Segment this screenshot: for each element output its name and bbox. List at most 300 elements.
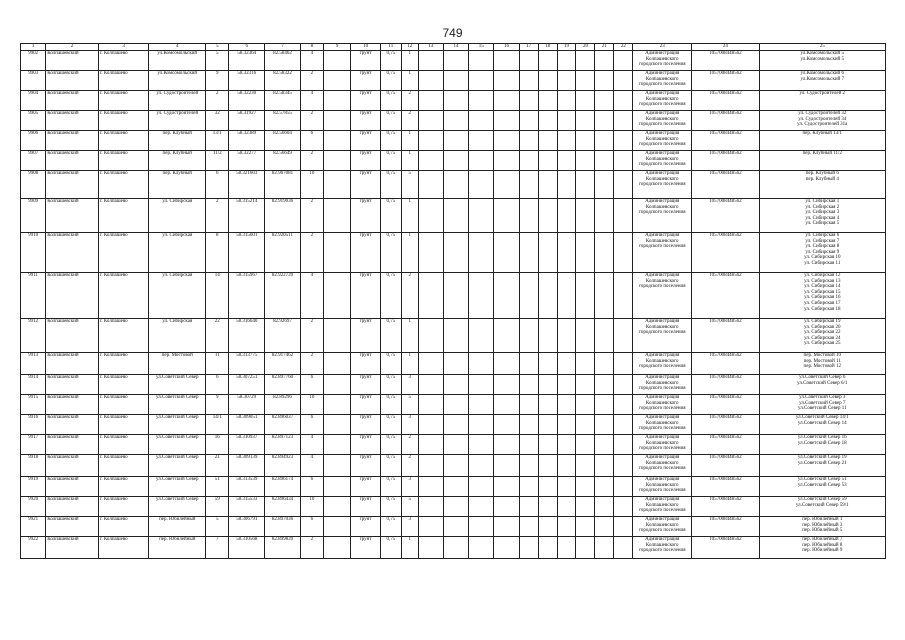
cell-empty (576, 111, 595, 131)
cell-col-1: 9906 (21, 131, 46, 151)
cell-col-1: 9909 (21, 199, 46, 233)
cell-empty (323, 477, 350, 497)
cell-empty (519, 131, 538, 151)
cell-col-1: 9922 (21, 537, 46, 559)
cell-empty (469, 455, 494, 477)
cell-col-7: 82.896037 (265, 415, 301, 435)
cell-empty (323, 517, 350, 537)
cell-col-2: Колпашевский (46, 395, 99, 415)
cell-col-6: 58.306791 (229, 517, 265, 537)
cell-col-12: 2 (401, 91, 418, 111)
cell-col-11: 0,75 (380, 91, 401, 111)
cell-empty (576, 71, 595, 91)
address-line: ул.Советский Север 6 (799, 375, 846, 380)
address-line: пер. Клубный 6 (805, 171, 839, 176)
address-line: ул.Комсомольский 5 (800, 51, 844, 56)
address-line: ул.Советский Север 51 (797, 477, 847, 482)
cell-empty (538, 497, 557, 517)
table-row (21, 395, 886, 415)
cell-empty (443, 477, 468, 497)
address-line: пер. Мостовой 10 (803, 353, 841, 358)
cell-col-3: г. Колпашево (98, 151, 149, 171)
table-row (21, 199, 886, 233)
cell-empty (538, 111, 557, 131)
cell-col-5: 16 (206, 435, 229, 455)
cell-empty (614, 353, 633, 375)
cell-empty (538, 71, 557, 91)
cell-col-2: Колпашевский (46, 375, 99, 395)
cell-empty (418, 171, 443, 199)
address-line: ул. Сибирская 19 (804, 319, 841, 324)
cell-col-7: 82.922739 (265, 273, 301, 319)
cell-col-4: ул.Советский Север (149, 455, 206, 477)
cell-col-12: 1 (401, 537, 418, 559)
page-number: 749 (442, 26, 463, 40)
address-line: ул. Сибирская 15 (804, 289, 841, 295)
cell-empty (323, 537, 350, 559)
cell-col-5: 11 (206, 353, 229, 375)
cell-col-7: 82.897760 (265, 375, 301, 395)
column-header: 3 (98, 44, 149, 51)
cell-col-12: 1 (401, 51, 418, 71)
cell-col-12: 1 (401, 199, 418, 233)
cell-col-8: 4 (300, 455, 323, 477)
cell-empty (519, 111, 538, 131)
address-line: ул.Советский Север 11 (797, 406, 847, 412)
cell-col-10: грунт (351, 151, 380, 171)
cell-empty (469, 517, 494, 537)
cell-col-6: 58.316640 (229, 319, 265, 353)
cell-col-11: 0,75 (380, 353, 401, 375)
cell-col-12: 5 (401, 171, 418, 199)
cell-empty (576, 537, 595, 559)
cell-col-8: 6 (300, 477, 323, 497)
cell-empty (469, 319, 494, 353)
cell-col-4: пер. Юбилейный (149, 517, 206, 537)
address-line: ул. Сибирская 2 (805, 204, 840, 210)
column-header: 6 (229, 44, 265, 51)
cell-empty (519, 353, 538, 375)
cell-addresses (759, 517, 885, 537)
cell-col-24: 1057008448562 (692, 51, 759, 71)
cell-col-10: грунт (351, 319, 380, 353)
cell-empty (595, 111, 614, 131)
cell-addresses (759, 497, 885, 517)
cell-col-7: 82.58462 (265, 51, 301, 71)
cell-empty (494, 111, 519, 131)
cell-col-23: Администрация Колпашевского городского поселения (633, 455, 692, 477)
table-row (21, 151, 886, 171)
cell-empty (576, 455, 595, 477)
address-line: ул. Сибирская 25 (804, 341, 841, 347)
cell-col-1: 9920 (21, 497, 46, 517)
cell-empty (443, 51, 468, 71)
cell-col-8: 6 (300, 517, 323, 537)
address-line: пер. Юбилейный 5 (802, 528, 843, 534)
address-line: ул.Советский Север 3 (799, 395, 846, 400)
cell-col-2: Колпашевский (46, 415, 99, 435)
cell-addresses (759, 435, 885, 455)
cell-col-23: Администрация Колпашевского городского поселения (633, 319, 692, 353)
cell-col-24: 1057008448562 (692, 199, 759, 233)
cell-col-3: г. Колпашево (98, 415, 149, 435)
cell-col-7: 82.897036 (265, 517, 301, 537)
cell-col-11: 0,75 (380, 477, 401, 497)
cell-col-11: 0,75 (380, 199, 401, 233)
cell-col-7: 82.56604 (265, 131, 301, 151)
cell-col-3: г. Колпашево (98, 455, 149, 477)
cell-col-1: 9921 (21, 517, 46, 537)
cell-col-23: Администрация Колпашевского городского поселения (633, 497, 692, 517)
cell-empty (538, 233, 557, 273)
cell-col-24: 1057008448562 (692, 517, 759, 537)
cell-empty (576, 273, 595, 319)
cell-empty (538, 415, 557, 435)
cell-col-3: г. Колпашево (98, 375, 149, 395)
address-line: ул. Сибирская 18 (804, 306, 841, 312)
address-line: пер. Клубный 11/2 (802, 151, 842, 156)
cell-col-1: 9905 (21, 111, 46, 131)
cell-col-5: 14/1 (206, 415, 229, 435)
cell-empty (494, 455, 519, 477)
cell-empty (323, 319, 350, 353)
cell-col-23: Администрация Колпашевского городского поселения (633, 199, 692, 233)
cell-col-23: Администрация Колпашевского городского поселения (633, 171, 692, 199)
cell-empty (443, 151, 468, 171)
cell-empty (557, 71, 576, 91)
cell-addresses (759, 71, 885, 91)
cell-empty (614, 131, 633, 151)
cell-col-11: 0,75 (380, 497, 401, 517)
cell-col-4: ул. Судостроителей (149, 91, 206, 111)
cell-empty (538, 375, 557, 395)
cell-col-10: грунт (351, 51, 380, 71)
cell-empty (418, 477, 443, 497)
cell-empty (494, 477, 519, 497)
cell-empty (494, 273, 519, 319)
cell-empty (595, 435, 614, 455)
cell-empty (418, 497, 443, 517)
cell-col-6: 58.313775 (229, 353, 265, 375)
cell-empty (323, 497, 350, 517)
cell-col-5: 59 (206, 497, 229, 517)
cell-empty (418, 517, 443, 537)
cell-empty (494, 415, 519, 435)
cell-col-23: Администрация Колпашевского городского поселения (633, 353, 692, 375)
address-line: ул.Советский Север 6/1 (797, 380, 848, 386)
cell-addresses (759, 353, 885, 375)
cell-col-2: Колпашевский (46, 497, 99, 517)
cell-col-24: 1057008448562 (692, 415, 759, 435)
cell-col-8: 2 (300, 111, 323, 131)
cell-col-12: 3 (401, 477, 418, 497)
table-row (21, 415, 886, 435)
cell-col-10: грунт (351, 375, 380, 395)
cell-empty (614, 415, 633, 435)
cell-col-12: 2 (401, 435, 418, 455)
cell-empty (418, 353, 443, 375)
cell-col-3: г. Колпашево (98, 273, 149, 319)
cell-col-11: 0,75 (380, 517, 401, 537)
cell-col-8: 2 (300, 199, 323, 233)
cell-empty (469, 171, 494, 199)
cell-col-23: Администрация Колпашевского городского поселения (633, 273, 692, 319)
address-line: ул. Сибирская 12 (804, 273, 841, 278)
cell-empty (557, 199, 576, 233)
cell-empty (576, 171, 595, 199)
cell-empty (614, 151, 633, 171)
cell-empty (323, 353, 350, 375)
cell-empty (494, 375, 519, 395)
cell-col-8: 10 (300, 497, 323, 517)
cell-empty (614, 91, 633, 111)
cell-empty (443, 91, 468, 111)
cell-empty (576, 353, 595, 375)
cell-empty (538, 151, 557, 171)
address-line: ул. Судостроителей 32 (798, 111, 847, 116)
cell-empty (614, 537, 633, 559)
cell-col-3: г. Колпашево (98, 111, 149, 131)
cell-empty (443, 375, 468, 395)
address-line: ул. Сибирская 14 (804, 284, 841, 290)
cell-empty (443, 273, 468, 319)
cell-empty (557, 455, 576, 477)
cell-empty (418, 375, 443, 395)
cell-col-7: 82.894923 (265, 455, 301, 477)
cell-col-2: Колпашевский (46, 91, 99, 111)
cell-col-7: 82.89296 (265, 395, 301, 415)
address-line: пер. Мостовой 11 (803, 358, 841, 364)
cell-empty (418, 273, 443, 319)
cell-col-3: г. Колпашево (98, 477, 149, 497)
cell-col-6: 58.32277 (229, 151, 265, 171)
cell-empty (323, 415, 350, 435)
cell-empty (519, 71, 538, 91)
cell-col-8: 6 (300, 131, 323, 151)
cell-empty (538, 171, 557, 199)
cell-col-8: 2 (300, 233, 323, 273)
cell-empty (614, 233, 633, 273)
cell-empty (595, 375, 614, 395)
cell-col-7: 82.920511 (265, 233, 301, 273)
cell-col-23: Администрация Колпашевского городского поселения (633, 395, 692, 415)
cell-col-24: 1057008448562 (692, 375, 759, 395)
cell-empty (538, 353, 557, 375)
cell-col-1: 9907 (21, 151, 46, 171)
cell-empty (418, 111, 443, 131)
table-row (21, 435, 886, 455)
cell-col-23: Администрация Колпашевского городского поселения (633, 91, 692, 111)
cell-col-8: 2 (300, 151, 323, 171)
address-line: ул. Сибирская 16 (804, 295, 841, 301)
cell-empty (443, 395, 468, 415)
cell-col-24: 1057008448562 (692, 353, 759, 375)
cell-empty (595, 91, 614, 111)
table-row (21, 517, 886, 537)
cell-col-24: 1057008448562 (692, 395, 759, 415)
cell-col-5: 13/1 (206, 131, 229, 151)
cell-empty (614, 171, 633, 199)
cell-col-7: 82.896174 (265, 477, 301, 497)
cell-empty (519, 199, 538, 233)
cell-empty (494, 199, 519, 233)
cell-empty (614, 455, 633, 477)
cell-empty (494, 395, 519, 415)
cell-empty (595, 171, 614, 199)
cell-col-11: 0,75 (380, 435, 401, 455)
cell-col-1: 9915 (21, 395, 46, 415)
cell-empty (323, 435, 350, 455)
address-line: ул. Сибирская 6 (805, 233, 840, 238)
cell-col-10: грунт (351, 517, 380, 537)
cell-col-4: ул. Сибирская (149, 319, 206, 353)
cell-col-2: Колпашевский (46, 319, 99, 353)
cell-col-6: 58.315533 (229, 497, 265, 517)
cell-col-1: 9919 (21, 477, 46, 497)
column-header: 20 (576, 44, 595, 51)
cell-empty (494, 51, 519, 71)
cell-addresses (759, 111, 885, 131)
cell-empty (443, 171, 468, 199)
column-header: 2 (46, 44, 99, 51)
table-row (21, 319, 886, 353)
address-line: ул. Судостроителей 2 (799, 91, 846, 96)
table-row (21, 111, 886, 131)
cell-col-2: Колпашевский (46, 171, 99, 199)
cell-empty (519, 455, 538, 477)
table-row (21, 131, 886, 151)
cell-col-4: ул.Советский Север (149, 395, 206, 415)
cell-col-1: 9916 (21, 415, 46, 435)
cell-col-23: Администрация Колпашевского городского поселения (633, 131, 692, 151)
cell-empty (494, 91, 519, 111)
cell-empty (443, 233, 468, 273)
address-line: ул. Сибирская 4 (805, 215, 840, 221)
address-line: ул.Советский Север 14 (797, 420, 847, 426)
cell-empty (469, 199, 494, 233)
cell-empty (469, 71, 494, 91)
cell-col-23: Администрация Колпашевского городского поселения (633, 51, 692, 71)
cell-col-8: 4 (300, 51, 323, 71)
address-line: ул. Сибирская 17 (804, 300, 841, 306)
table-row (21, 375, 886, 395)
cell-empty (494, 517, 519, 537)
cell-col-10: грунт (351, 497, 380, 517)
cell-empty (418, 91, 443, 111)
cell-empty (557, 273, 576, 319)
cell-empty (418, 455, 443, 477)
cell-empty (576, 199, 595, 233)
cell-empty (614, 273, 633, 319)
cell-col-8: 4 (300, 273, 323, 319)
address-line: пер. Юбилейный 3 (802, 522, 843, 528)
cell-col-11: 0,75 (380, 111, 401, 131)
cell-col-8: 2 (300, 353, 323, 375)
cell-col-4: пер. Клубный (149, 131, 206, 151)
cell-empty (418, 199, 443, 233)
address-line: пер. Юбилейный 7 (802, 537, 843, 542)
column-header: 23 (633, 44, 692, 51)
cell-empty (595, 415, 614, 435)
cell-addresses (759, 171, 885, 199)
cell-col-5: 5 (206, 517, 229, 537)
address-line: пер. Юбилейный 8 (802, 542, 843, 548)
cell-empty (576, 497, 595, 517)
cell-empty (557, 415, 576, 435)
cell-col-10: грунт (351, 131, 380, 151)
cell-col-6: 58.32364 (229, 51, 265, 71)
cell-addresses (759, 273, 885, 319)
cell-empty (519, 395, 538, 415)
cell-col-10: грунт (351, 171, 380, 199)
column-header: 21 (595, 44, 614, 51)
table-row (21, 171, 886, 199)
cell-col-5: 9 (206, 71, 229, 91)
address-line: ул.Советский Север 59/1 (795, 502, 849, 508)
cell-empty (323, 273, 350, 319)
cell-empty (469, 435, 494, 455)
cell-col-5: 22 (206, 319, 229, 353)
column-header: 24 (692, 44, 759, 51)
cell-empty (494, 353, 519, 375)
cell-empty (323, 71, 350, 91)
cell-empty (519, 537, 538, 559)
cell-col-4: пер. Клубный (149, 151, 206, 171)
cell-empty (443, 111, 468, 131)
column-header: 16 (494, 44, 519, 51)
cell-empty (469, 395, 494, 415)
address-line: ул.Советский Север 19 (797, 455, 847, 460)
cell-col-24: 1057008448562 (692, 537, 759, 559)
cell-col-7: 82.58322 (265, 71, 301, 91)
cell-col-1: 9903 (21, 71, 46, 91)
cell-col-2: Колпашевский (46, 353, 99, 375)
cell-col-2: Колпашевский (46, 455, 99, 477)
cell-empty (576, 51, 595, 71)
cell-empty (538, 537, 557, 559)
cell-empty (576, 395, 595, 415)
cell-empty (614, 435, 633, 455)
cell-empty (443, 319, 468, 353)
cell-col-23: Администрация Колпашевского городского поселения (633, 537, 692, 559)
cell-col-5: 21 (206, 455, 229, 477)
cell-col-12: 2 (401, 273, 418, 319)
cell-empty (469, 131, 494, 151)
cell-addresses (759, 477, 885, 497)
cell-empty (494, 497, 519, 517)
cell-col-2: Колпашевский (46, 111, 99, 131)
cell-col-11: 0,75 (380, 415, 401, 435)
cell-empty (519, 415, 538, 435)
cell-addresses (759, 131, 885, 151)
cell-addresses (759, 51, 885, 71)
cell-col-3: г. Колпашево (98, 131, 149, 151)
cell-empty (557, 319, 576, 353)
cell-empty (538, 517, 557, 537)
data-table (20, 43, 886, 559)
cell-col-4: ул. Сибирская (149, 273, 206, 319)
cell-empty (443, 199, 468, 233)
cell-col-23: Администрация Колпашевского городского поселения (633, 151, 692, 171)
address-line: ул. Сибирская 22 (804, 330, 841, 336)
cell-col-3: г. Колпашево (98, 517, 149, 537)
cell-col-1: 9904 (21, 91, 46, 111)
cell-empty (494, 319, 519, 353)
cell-empty (323, 375, 350, 395)
cell-col-6: 58.32316 (229, 71, 265, 91)
cell-empty (595, 477, 614, 497)
address-line: ул.Советский Север 21 (797, 460, 847, 466)
